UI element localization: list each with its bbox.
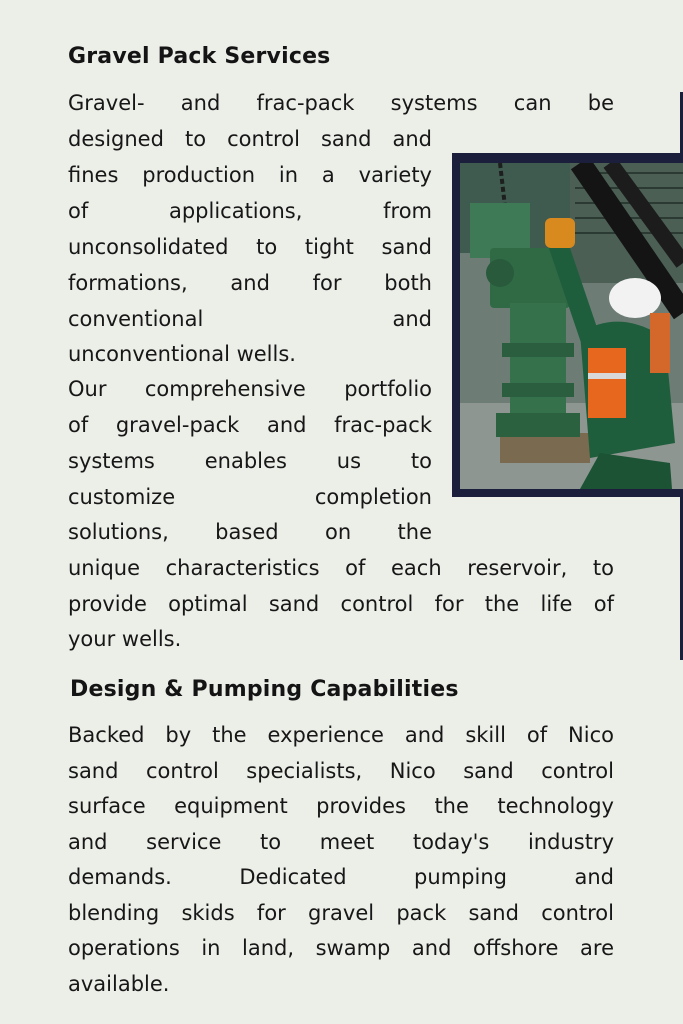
paragraph-line: demands. Dedicated pumping and bbox=[68, 865, 614, 889]
paragraph-line: Our comprehensive portfolio bbox=[68, 377, 432, 401]
section-title-gravel-pack: Gravel Pack Services bbox=[68, 44, 331, 69]
paragraph-line: of gravel-pack and frac-pack bbox=[68, 413, 432, 437]
paragraph-line: available. bbox=[68, 972, 170, 996]
photo-frame bbox=[452, 153, 683, 497]
paragraph-line: provide optimal sand control for the life of bbox=[68, 592, 614, 616]
paragraph-line: systems enables us to bbox=[68, 449, 432, 473]
paragraph-line: Backed by the experience and skill of Nico bbox=[68, 723, 614, 747]
worker-equipment-photo bbox=[460, 163, 683, 489]
paragraph-line: blending skids for gravel pack sand control bbox=[68, 901, 614, 925]
paragraph-line: unique characteristics of each reservoir, to bbox=[68, 556, 614, 580]
paragraph-line: conventional and bbox=[68, 307, 432, 331]
paragraph-line: unconsolidated to tight sand bbox=[68, 235, 432, 259]
paragraph-line: solutions, based on the bbox=[68, 520, 432, 544]
paragraph-line: sand control specialists, Nico sand control bbox=[68, 759, 614, 783]
paragraph-line: fines production in a variety bbox=[68, 163, 432, 187]
paragraph-line: operations in land, swamp and offshore are bbox=[68, 936, 614, 960]
paragraph-line: formations, and for both bbox=[68, 271, 432, 295]
paragraph-line: surface equipment provides the technology bbox=[68, 794, 614, 818]
paragraph-line: Gravel- and frac-pack systems can be bbox=[68, 91, 614, 115]
paragraph-line: designed to control sand and bbox=[68, 127, 432, 151]
paragraph-line: your wells. bbox=[68, 627, 182, 651]
paragraph-line: unconventional wells. bbox=[68, 342, 296, 366]
section-title-design-pumping: Design & Pumping Capabilities bbox=[70, 677, 459, 702]
paragraph-line: and service to meet today's industry bbox=[68, 830, 614, 854]
paragraph-line: of applications, from bbox=[68, 199, 432, 223]
paragraph-line: customize completion bbox=[68, 485, 432, 509]
